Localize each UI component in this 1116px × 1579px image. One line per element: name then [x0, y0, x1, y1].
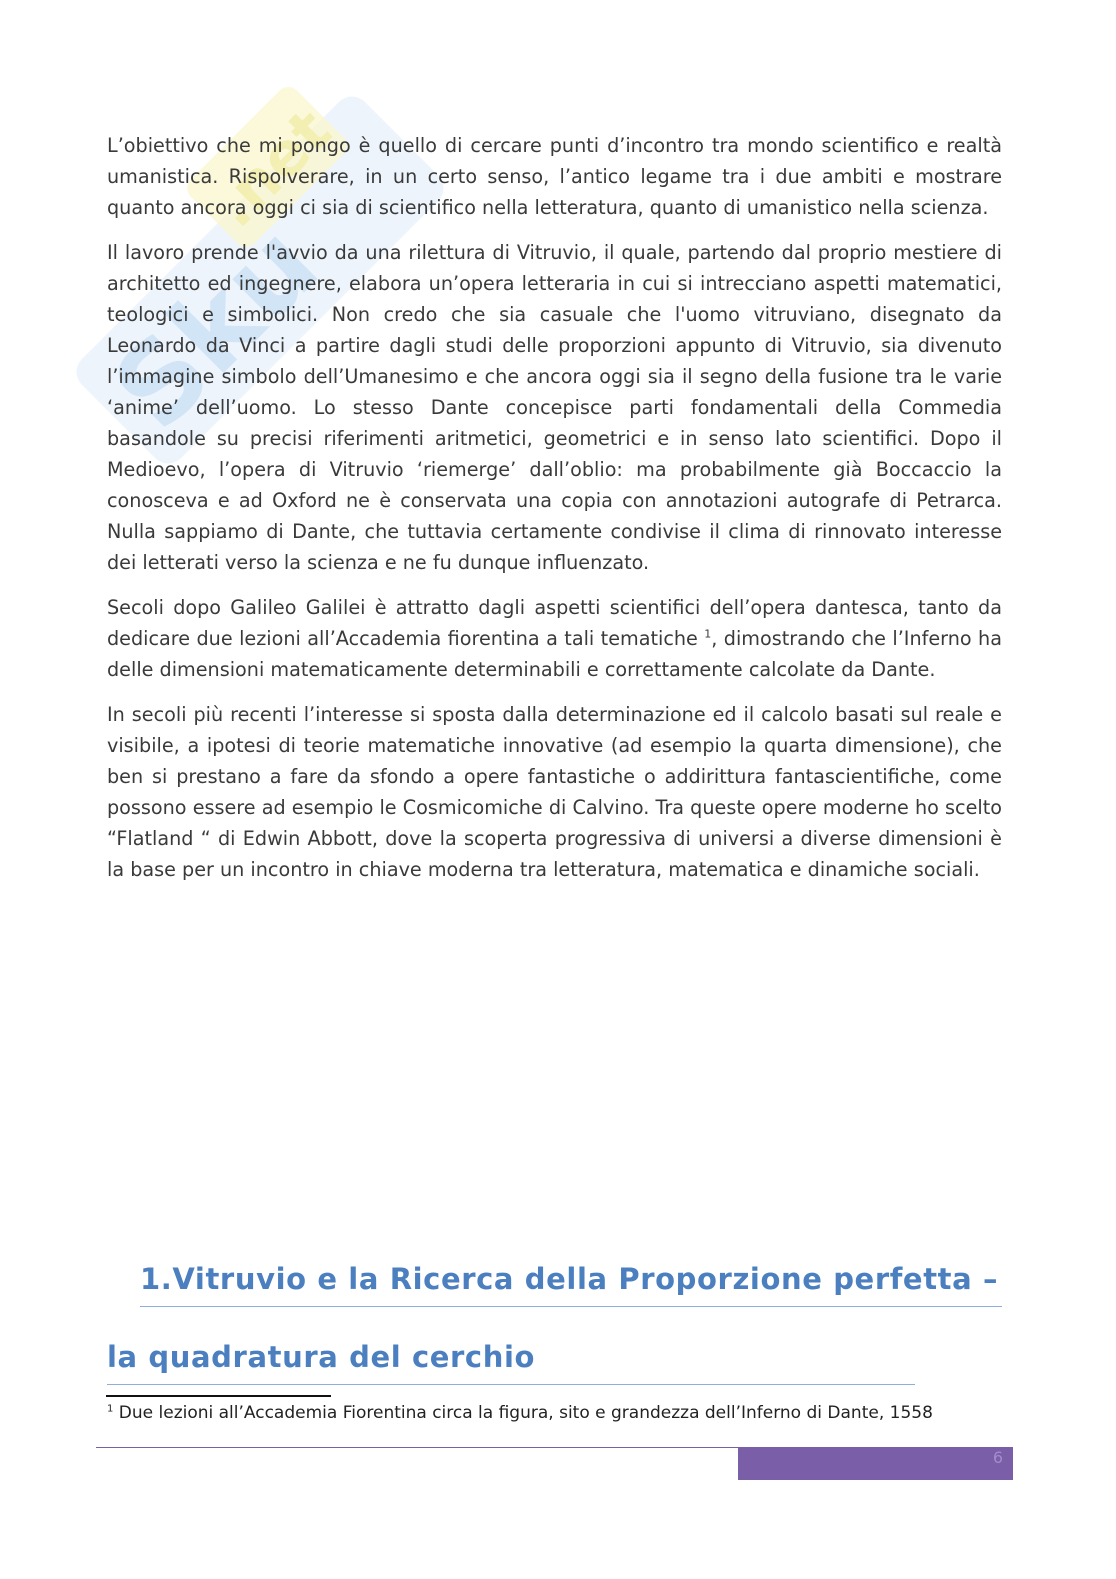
footnote-text: Due lezioni all’Accademia Fiorentina circa la figura, sito e grandezza dell’Inferno di Dante, 1558: [113, 1403, 933, 1423]
body-text: [107, 130, 1002, 899]
paragraph-3-text-b: , dimostrando che l’Inferno ha delle dimensioni matematicamente determinabili e correttamente calcolate da Dante.: [107, 627, 1002, 681]
svg-text:.net: .net: [199, 96, 345, 242]
page-number: 6: [992, 1448, 1003, 1467]
footnote-reference[interactable]: 1: [704, 627, 712, 641]
paragraph-2: Il lavoro prende l'avvio da una rilettura di Vitruvio, il quale, partendo dal proprio mestiere di architetto ed ingegnere, elabora un’opera letteraria in cui si intrecciano aspetti matematici, teologici e simbolici. Non credo che sia casuale che l'uomo vitruviano, disegnato da Leonardo da Vinci a partire dagli studi delle proporzioni appunto di Vitruvio, sia divenuto l’immagine simbolo dell’Umanesimo e che ancora oggi sia il segno della fusione tra le varie ‘anime’ dell’uomo. Lo stesso Dante concepisce parti fondamentali della Commedia basandole su precisi riferimenti aritmetici, geometrici e in senso lato scientifici. Dopo il Medioevo, l’opera di Vitruvio ‘riemerge’ dall’oblio: ma probabilmente già Boccaccio la conosceva e ad Oxford ne è conservata una copia con annotazioni autografe di Petrarca. Nulla sappiamo di Dante, che tuttavia certamente condivise il clima di rinnovato interesse dei letterati verso la scienza e ne fu dunque influenzato.: [107, 241, 1002, 574]
svg-text:Sku: Sku: [88, 200, 343, 454]
footnote-marker: 1: [107, 1403, 114, 1415]
paragraph-3-text-a: Secoli dopo Galileo Galilei è attratto dagli aspetti scientifici dell’opera dantesca, tanto da dedicare due lezioni all’Accademia fiorentina a tali tematiche: [107, 596, 1002, 650]
section-heading-line-1: 1.Vitruvio e la Ricerca della Proporzione perfetta –: [140, 1262, 1002, 1307]
footnote-separator: [106, 1395, 331, 1397]
footnote: [107, 1403, 987, 1424]
paragraph-3: [107, 592, 1002, 685]
section-heading-line-2: la quadratura del cerchio: [107, 1340, 915, 1385]
paragraph-1: L’obiettivo che mi pongo è quello di cercare punti d’incontro tra mondo scientifico e realtà umanistica. Rispolverare, in un certo senso, l’antico legame tra i due ambiti e mostrare quanto ancora oggi ci sia di scientifico nella letteratura, quanto di umanistico nella scienza.: [107, 134, 1002, 219]
paragraph-4: In secoli più recenti l’interesse si sposta dalla determinazione ed il calcolo basati sul reale e visibile, a ipotesi di teorie matematiche innovative (ad esempio la quarta dimensione), che ben si prestano a fare da sfondo a opere fantastiche o addirittura fantascientifiche, come possono essere ad esempio le Cosmicomiche di Calvino. Tra queste opere moderne ho scelto “Flatland “ di Edwin Abbott, dove la scoperta progressiva di universi a diverse dimensioni è la base per un incontro in chiave moderna tra letteratura, matematica e dinamiche sociali.: [107, 703, 1002, 881]
